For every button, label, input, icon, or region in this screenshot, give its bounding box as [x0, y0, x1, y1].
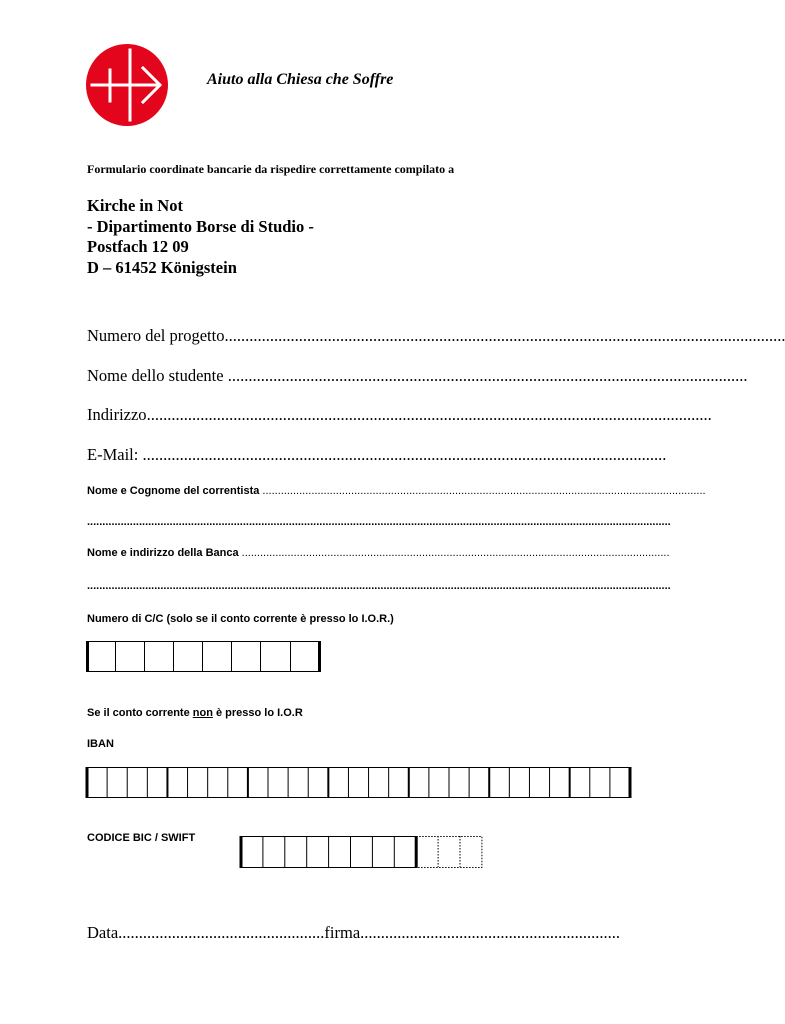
cross-arrow-logo-icon	[86, 44, 168, 126]
bic-label: CODICE BIC / SWIFT	[87, 832, 196, 844]
account-holder-label: Nome e Cognome del correntista	[87, 485, 260, 497]
intro-text: Formulario coordinate bancarie da rispedire correttamente compilato a	[87, 162, 455, 176]
account-holder-extra-line[interactable]: ...............................................................................................................................................................................................	[87, 516, 671, 528]
iban-label: IBAN	[87, 738, 114, 750]
address-line-1: Kirche in Not	[87, 196, 183, 215]
account-holder-field[interactable]: Nome e Cognome del correntista .................................................................................................................................................	[87, 485, 706, 497]
project-number-label: Numero del progetto	[87, 326, 225, 345]
address-label: Indirizzo	[87, 405, 147, 424]
date-label: Data	[87, 923, 119, 942]
date-signature-line[interactable]: Data..................................................firma...............................................................	[87, 923, 621, 942]
address-line-3: Postfach 12 09	[87, 237, 189, 256]
not-ior-note: Se il conto corrente non è presso lo I.O.R	[87, 707, 303, 719]
address-line-4: D – 61452 Königstein	[87, 258, 237, 277]
project-number-field[interactable]: Numero del progetto........................................................................................................................................	[87, 326, 785, 345]
address-field[interactable]: Indirizzo.........................................................................................................................................	[87, 405, 712, 424]
organization-name: Aiuto alla Chiesa che Soffre	[207, 71, 394, 88]
account-number-boxes[interactable]	[86, 641, 322, 673]
student-name-field[interactable]: Nome dello studente ..............................................................................................................................	[87, 366, 748, 385]
account-number-label: Numero di C/C (solo se il conto corrente è presso lo I.O.R.)	[87, 613, 394, 625]
bic-boxes[interactable]	[240, 836, 485, 869]
email-field[interactable]: E-Mail: ...............................................................................................................................	[87, 445, 667, 464]
student-name-label: Nome dello studente	[87, 366, 224, 385]
bank-extra-line[interactable]: ...............................................................................................................................................................................................	[87, 580, 671, 592]
bank-field[interactable]: Nome e indirizzo della Banca ............................................................................................................................................	[87, 547, 670, 559]
address-line-2: - Dipartimento Borse di Studio -	[87, 217, 314, 236]
signature-label: firma	[324, 923, 361, 942]
bic-optional-cells	[416, 837, 482, 868]
email-label: E-Mail:	[87, 445, 139, 464]
iban-boxes[interactable]	[86, 767, 632, 799]
bank-label: Nome e indirizzo della Banca	[87, 547, 239, 559]
